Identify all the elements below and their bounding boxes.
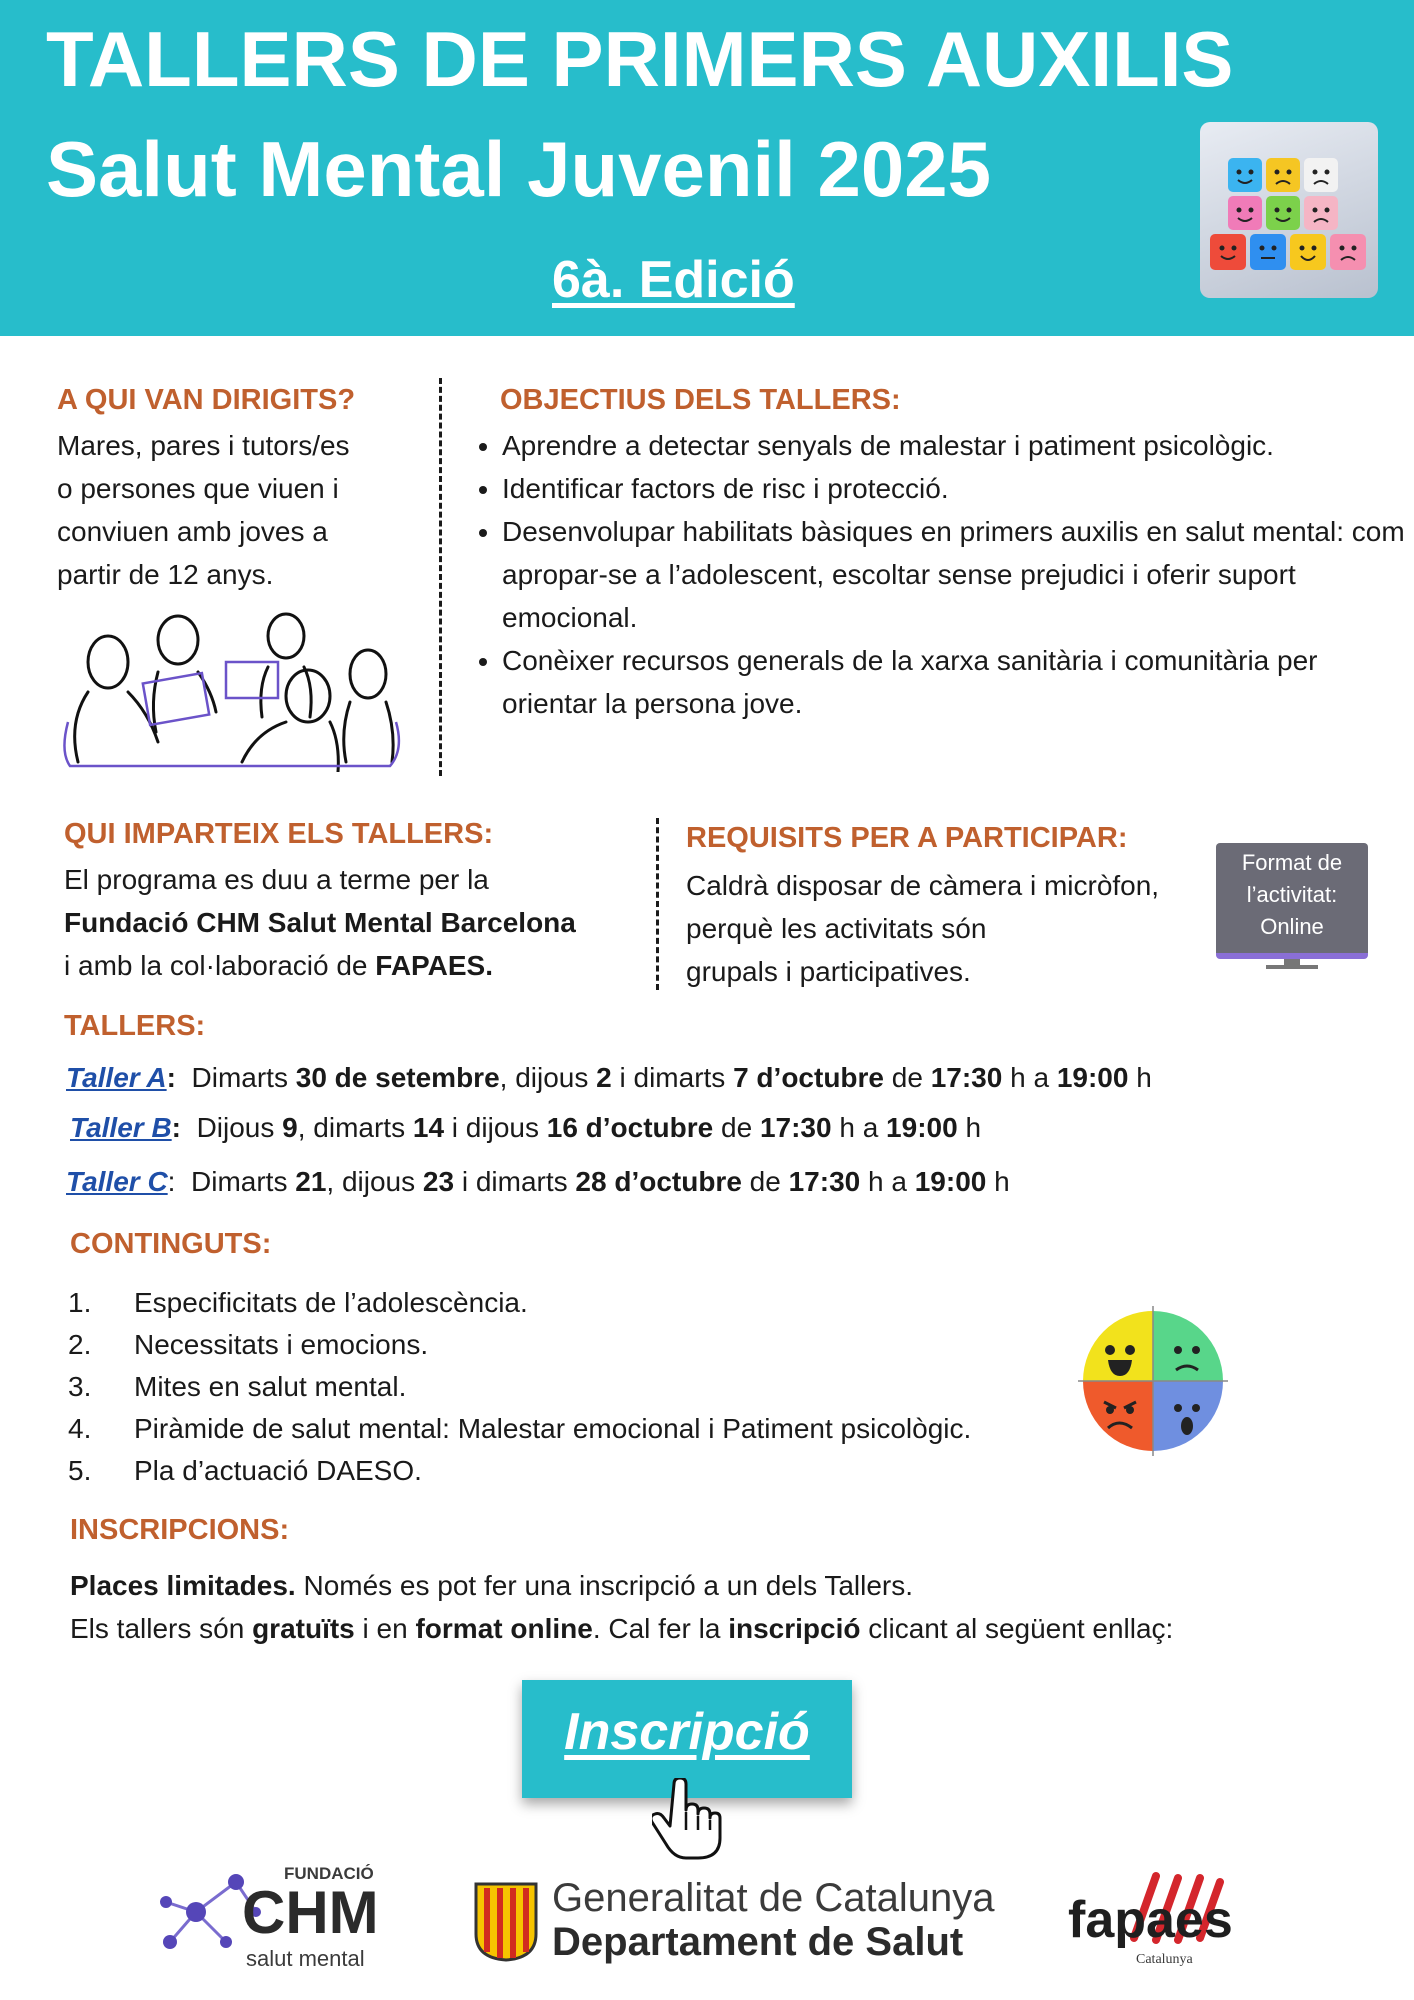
cube-faces xyxy=(1210,158,1366,270)
objectives-list xyxy=(468,424,1414,725)
taller-row-c xyxy=(66,1166,1010,1198)
generalitat-shield-icon xyxy=(472,1880,540,1962)
fapaes-sub: Catalunya xyxy=(1136,1952,1193,1967)
item-number: 4. xyxy=(68,1413,92,1444)
contents-item xyxy=(68,1450,971,1492)
instructors-heading: QUI IMPARTEIX ELS TALLERS: xyxy=(64,818,494,850)
audience-line: partir de 12 anys. xyxy=(57,559,274,590)
registration-bold: gratuïts xyxy=(252,1613,355,1644)
taller-text: h xyxy=(986,1166,1010,1197)
item-text: Especificitats de l’adolescència. xyxy=(134,1287,528,1318)
objective-item: • Conèixer recursos generals de la xarxa sanitària i comunitària per orientar la persona jove. xyxy=(502,639,1414,725)
taller-text: Dimarts xyxy=(191,1062,296,1093)
requirements-text xyxy=(686,864,1206,993)
taller-time: 17:30 xyxy=(930,1062,1003,1093)
objectives-heading: OBJECTIUS DELS TALLERS: xyxy=(500,384,901,416)
instructors-line xyxy=(64,944,644,987)
taller-a-link[interactable]: Taller A xyxy=(66,1062,167,1093)
monitor-screen xyxy=(1216,843,1368,959)
taller-time: 19:00 xyxy=(1056,1062,1129,1093)
taller-text: i dimarts xyxy=(611,1062,734,1093)
instructors-line-text: i amb la col·laboració de xyxy=(64,950,376,981)
objective-item: • Identificar factors de risc i protecció. xyxy=(502,467,1414,510)
taller-date: 21 xyxy=(295,1166,327,1197)
vertical-divider xyxy=(656,818,659,990)
taller-text: h a xyxy=(1002,1062,1057,1093)
contents-item xyxy=(68,1324,971,1366)
places-limited: Places limitades. xyxy=(70,1570,296,1601)
taller-date: 14 xyxy=(412,1112,445,1143)
taller-text: h xyxy=(957,1112,982,1143)
taller-date: 23 xyxy=(422,1166,455,1197)
audience-line: conviuen amb joves a xyxy=(57,516,328,547)
taller-date: 30 de setembre xyxy=(295,1062,500,1093)
taller-row-a xyxy=(66,1062,1152,1094)
taller-text: , dijous xyxy=(499,1062,597,1093)
registration-text xyxy=(70,1564,1370,1650)
title-line-2: Salut Mental Juvenil 2025 xyxy=(46,125,992,213)
registration-text-part: Només es pot fer una inscripció a un dels Tallers. xyxy=(295,1570,914,1601)
generalitat-logo xyxy=(472,1876,995,1976)
contents-list xyxy=(68,1282,971,1492)
taller-text: i dijous xyxy=(444,1112,547,1143)
registration-bold: inscripció xyxy=(728,1613,861,1644)
monitor-base xyxy=(1266,965,1318,969)
taller-time: 17:30 xyxy=(788,1166,861,1197)
group-meeting-illustration xyxy=(58,612,418,772)
item-text: Mites en salut mental. xyxy=(134,1371,407,1402)
taller-text: Dijous xyxy=(196,1112,283,1143)
registration-text-part: i en xyxy=(354,1613,416,1644)
item-number: 2. xyxy=(68,1329,92,1360)
taller-date: 16 d’octubre xyxy=(546,1112,714,1143)
emotion-cubes-image xyxy=(1200,122,1378,298)
taller-text: de xyxy=(884,1062,931,1093)
item-number: 5. xyxy=(68,1455,92,1486)
instructors-text xyxy=(64,858,644,987)
taller-row-b xyxy=(70,1112,981,1144)
generalitat-department: Departament de Salut xyxy=(552,1920,964,1964)
taller-text: Dimarts xyxy=(191,1166,296,1197)
emotion-wheel-icon xyxy=(1078,1306,1228,1456)
requirements-heading: REQUISITS PER A PARTICIPAR: xyxy=(686,822,1128,854)
header-banner xyxy=(0,0,1414,336)
taller-time: 19:00 xyxy=(886,1112,958,1143)
objective-item: • Aprendre a detectar senyals de malestar i patiment psicològic. xyxy=(502,424,1414,467)
taller-text: h a xyxy=(831,1112,887,1143)
taller-text: , dijous xyxy=(326,1166,423,1197)
registration-line-1 xyxy=(70,1564,1370,1607)
taller-text: , dimarts xyxy=(297,1112,413,1143)
audience-line: Mares, pares i tutors/es xyxy=(57,430,350,461)
instructors-line: El programa es duu a terme per la xyxy=(64,864,489,895)
taller-text: i dimarts xyxy=(454,1166,576,1197)
registration-text-part: Els tallers són xyxy=(70,1613,253,1644)
audience-line: o persones que viuen i xyxy=(57,473,339,504)
format-line: l’activitat: xyxy=(1246,882,1338,907)
requirements-line: Caldrà disposar de càmera i micròfon, xyxy=(686,870,1160,901)
taller-time: 19:00 xyxy=(914,1166,987,1197)
format-value: Online xyxy=(1260,914,1324,939)
generalitat-name: Generalitat de Catalunya xyxy=(552,1876,995,1920)
instructors-org: Fundació CHM Salut Mental Barcelona xyxy=(64,907,576,938)
registration-text-part: . Cal fer la xyxy=(592,1613,729,1644)
item-number: 1. xyxy=(68,1287,92,1318)
taller-date: 7 d’octubre xyxy=(733,1062,884,1093)
item-number: 3. xyxy=(68,1371,92,1402)
chm-main-text: CHM xyxy=(242,1879,379,1946)
tallers-heading: TALLERS: xyxy=(64,1010,206,1042)
registration-text-part: clicant al següent enllaç: xyxy=(860,1613,1174,1644)
inscription-button-label: Inscripció xyxy=(564,1703,810,1761)
audience-text xyxy=(57,424,417,596)
taller-text: de xyxy=(713,1112,760,1143)
vertical-divider xyxy=(439,378,442,776)
taller-date: 9 xyxy=(282,1112,298,1143)
audience-heading: A QUI VAN DIRIGITS? xyxy=(57,384,356,416)
taller-sep: : xyxy=(166,1062,176,1093)
title-line-1: TALLERS DE PRIMERS AUXILIS xyxy=(46,15,1234,103)
taller-c-link[interactable]: Taller C xyxy=(66,1166,168,1197)
taller-sep: : xyxy=(171,1112,181,1143)
chm-logo xyxy=(156,1862,386,1972)
format-monitor-badge xyxy=(1216,843,1368,969)
taller-date: 2 xyxy=(596,1062,612,1093)
item-text: Pla d’actuació DAESO. xyxy=(134,1455,422,1486)
contents-item xyxy=(68,1366,971,1408)
monitor-text xyxy=(1220,847,1364,943)
fapaes-name: fapaes xyxy=(1068,1891,1233,1949)
chm-sub-text: salut mental xyxy=(246,1946,365,1971)
taller-sep: : xyxy=(167,1166,176,1197)
instructors-partner: FAPAES. xyxy=(375,950,494,981)
taller-text: h xyxy=(1128,1062,1152,1093)
registration-line-2 xyxy=(70,1607,1370,1650)
contents-item xyxy=(68,1408,971,1450)
taller-text: h a xyxy=(860,1166,915,1197)
objective-item: • Desenvolupar habilitats bàsiques en primers auxilis en salut mental: com apropar-se a l’adolescent, escoltar sense prejudici i oferir suport emocional. xyxy=(502,510,1414,639)
item-text: Necessitats i emocions. xyxy=(134,1329,429,1360)
chm-top-text: FUNDACIÓ xyxy=(284,1864,374,1883)
pointer-hand-icon xyxy=(652,1778,724,1860)
format-line: Format de xyxy=(1241,850,1343,875)
taller-date: 28 d’octubre xyxy=(575,1166,742,1197)
fapaes-logo xyxy=(1064,1868,1244,1978)
requirements-line: grupals i participatives. xyxy=(686,956,971,987)
contents-item xyxy=(68,1282,971,1324)
registration-heading: INSCRIPCIONS: xyxy=(70,1514,290,1546)
taller-time: 17:30 xyxy=(759,1112,832,1143)
edition-label: 6à. Edició xyxy=(552,251,795,309)
contents-heading: CONTINGUTS: xyxy=(70,1228,272,1260)
registration-bold: format online xyxy=(415,1613,593,1644)
taller-b-link[interactable]: Taller B xyxy=(70,1112,172,1143)
taller-text: de xyxy=(741,1166,789,1197)
item-text: Piràmide de salut mental: Malestar emocional i Patiment psicològic. xyxy=(134,1413,972,1444)
requirements-line: perquè les activitats són xyxy=(686,913,987,944)
